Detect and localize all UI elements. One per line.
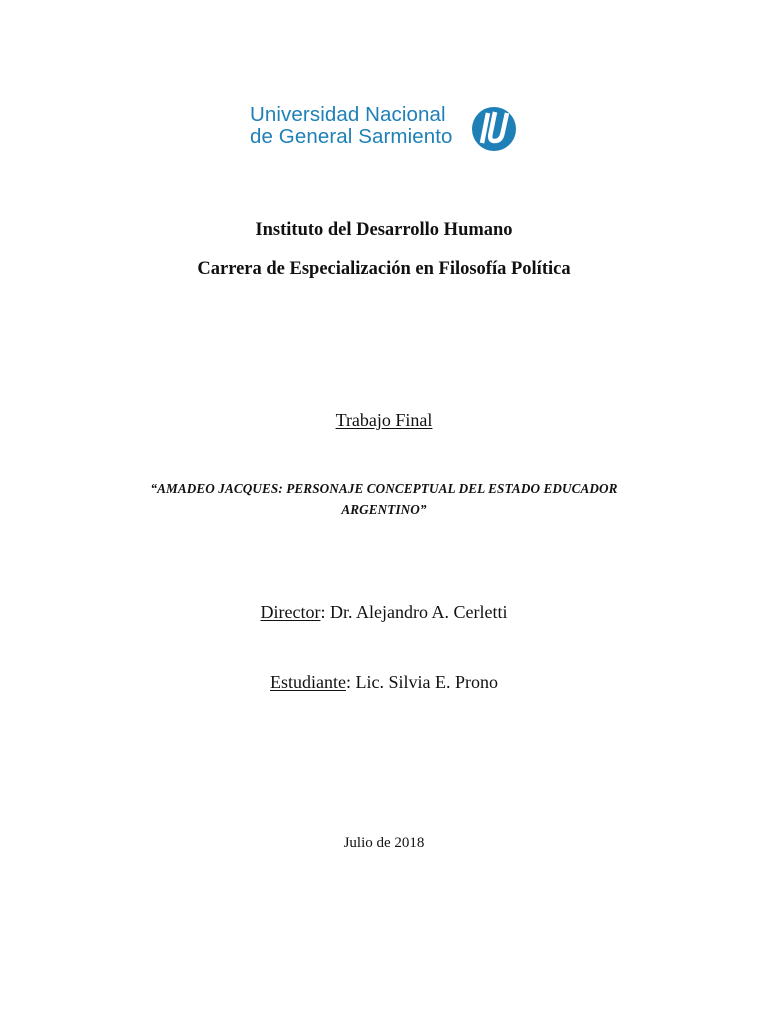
student-value: : Lic. Silvia E. Prono (345, 672, 498, 692)
student-line (0, 672, 768, 693)
ungs-circle-logo-icon (471, 106, 517, 152)
work-type-label: Trabajo Final (335, 410, 433, 430)
director-line (0, 602, 768, 623)
director-value: : Dr. Alejandro A. Cerletti (320, 602, 508, 622)
university-logo (250, 104, 530, 156)
thesis-title-line1: “AMADEO JACQUES: PERSONAJE CONCEPTUAL DEL ESTADO EDUCADOR (150, 481, 618, 496)
work-type (0, 410, 768, 431)
submission-date: Julio de 2018 (343, 835, 425, 851)
university-name-line1: Universidad Nacional (250, 103, 446, 126)
institute-heading: Instituto del Desarrollo Humano (255, 220, 513, 240)
university-name-line2: de General Sarmiento (250, 125, 453, 148)
director-label: Director (260, 602, 321, 622)
career-heading: Carrera de Especialización en Filosofía Política (197, 259, 571, 279)
thesis-title-line2: ARGENTINO” (341, 502, 427, 517)
university-name (250, 104, 453, 148)
student-label: Estudiante (270, 672, 346, 692)
